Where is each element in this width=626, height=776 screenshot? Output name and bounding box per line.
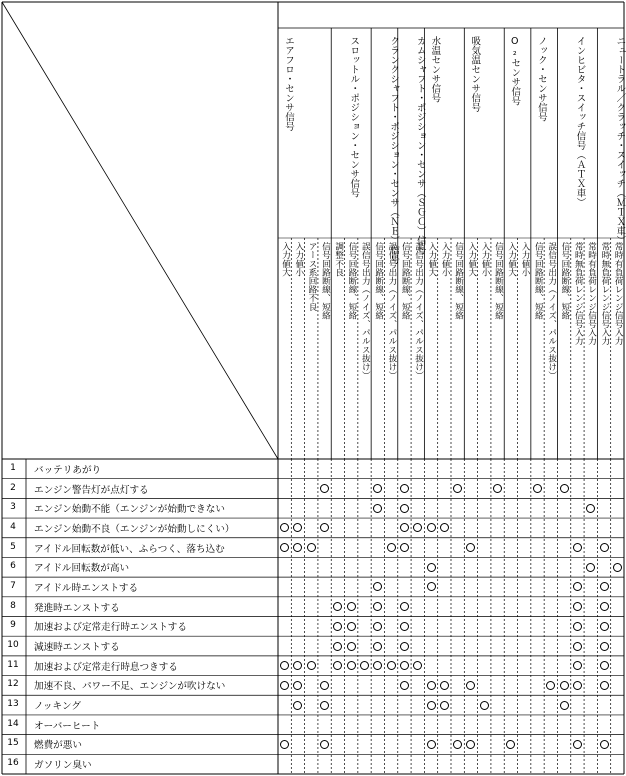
subcolumn-label: 信号回路断線、短絡 [533,242,544,320]
cause-mark-circle [560,681,569,690]
cause-mark-circle [347,642,356,651]
row-number: 8 [10,600,16,611]
symptom-label: アイドル時エンストする [34,582,139,594]
subcolumn-label: 信号回路断線、短絡 [320,242,331,320]
subcolumn-label: 入力値小 [520,242,531,277]
subcolumn-label: 誤信号出力（ノイズ、パルス抜け） [386,242,397,380]
cause-mark-circle [320,701,329,710]
row-number: 7 [10,580,16,591]
row-number: 3 [10,502,16,513]
symptom-label: ノッキング [34,701,82,713]
cause-mark-circle [586,563,595,572]
group-label: O₂センサ信号 [509,36,521,106]
cause-mark-circle [307,661,316,670]
group-label: エアフロ・センサ信号 [283,36,294,131]
cause-mark-circle [573,642,582,651]
cause-mark-circle [600,740,609,749]
cause-mark-circle [280,681,289,690]
cause-mark-circle [427,740,436,749]
row-number: 5 [10,541,16,552]
row-number: 16 [7,758,19,769]
symptom-label: 減速時エンストする [34,642,120,654]
subcolumn-label: 入力値小 [480,242,491,277]
cause-mark-circle [400,681,409,690]
symptom-label: アイドル回転数が高い [34,563,130,575]
cause-mark-circle [427,523,436,532]
subcolumn-label: 誤信号出力（ノイズ、パルス抜け） [413,242,424,380]
subcolumn-label: 信号回路断線、短絡 [347,242,358,320]
subcolumn-label: 信号回路断線、短絡 [559,242,570,320]
symptom-label: ガソリン臭い [34,760,92,772]
row-number: 10 [7,640,19,651]
row-number: 6 [10,561,16,572]
cause-mark-circle [560,701,569,710]
group-label: カムシャフト・ポジション・センサ（ＳＧＣ）信号 [414,36,426,255]
row-number: 15 [7,738,19,749]
cause-mark-circle [427,701,436,710]
cause-mark-circle [600,543,609,552]
subcolumn-label: 入力値大 [280,242,291,277]
group-label: ニュートラル／クラッチ・スイッチ（ＭＴＸ車） [614,36,626,245]
cause-mark-circle [387,543,396,552]
subcolumn-label: 入力値大 [466,242,477,277]
symptom-label: エンジン警告灯が点灯する [34,484,149,496]
cause-mark-circle [573,681,582,690]
symptom-label: バッテリあがり [34,464,102,476]
symptom-label: オーバーヒート [34,720,101,732]
cause-mark-circle [400,602,409,611]
cause-mark-circle [560,484,569,493]
symptom-label: 加速不良、パワー不足、エンジンが吹けない [34,681,226,693]
subcolumn-label: 信号回路断線、短絡 [373,242,384,320]
cause-mark-circle [307,543,316,552]
cause-mark-circle [600,642,609,651]
symptom-label: エンジン始動不能（エンジンが始動できない [34,504,225,516]
subcolumn-label: 常時無負荷レンジ信号入力 [573,242,584,346]
subcolumn-label: 入力値大 [506,242,517,277]
row-number: 14 [7,718,19,729]
cause-mark-circle [573,622,582,631]
subcolumn-label: 信号回路断線、短絡 [493,242,504,320]
cause-mark-circle [427,681,436,690]
cause-mark-circle [533,484,542,493]
subcolumn-label: 誤信号出力（ノイズ、パルス抜け） [360,242,371,380]
cause-mark-circle [400,543,409,552]
cause-mark-circle [320,681,329,690]
subcolumn-label: 誤信号出力（ノイズ、パルス抜け） [546,242,557,380]
symptom-label: アイドル回転数が低い、ふらつく、落ち込む [34,543,225,555]
group-label: 吸気温センサ信号 [469,36,481,112]
cause-mark-circle [573,543,582,552]
cause-mark-circle [373,504,382,513]
row-number: 1 [10,462,16,473]
subcolumn-label: 常時無負荷レンジ信号入力 [599,242,610,346]
cause-mark-circle [613,563,622,572]
group-label: クランクシャフト・ポジション・センサ（ＮＥ）信号 [388,36,400,264]
subcolumn-label: 信号回路断線、短絡 [400,242,411,320]
cause-mark-circle [320,740,329,749]
group-label: ノック・センサ信号 [535,36,547,122]
subcolumn-label: 常時有負荷レンジ信号入力 [586,242,597,346]
cause-mark-circle [333,642,342,651]
cause-mark-circle [400,484,409,493]
cause-mark-circle [573,602,582,611]
cause-mark-circle [600,661,609,670]
cause-mark-circle [600,622,609,631]
group-label: インヒビタ・スイッチ信号（ＡＴＸ車） [574,36,586,207]
cause-mark-circle [347,661,356,670]
subcolumn-label: アース系回路不良 [307,242,318,311]
subcolumn-label: 調整不良 [333,242,344,277]
symptom-label: エンジン始動不良（エンジンが始動しにくい） [34,523,235,535]
subcolumn-label: 入力値小 [440,242,451,277]
cause-mark-circle [600,582,609,591]
row-number: 11 [7,659,19,670]
group-label: スロットル・ポジション・センサ信号 [348,36,360,198]
row-number: 12 [7,679,19,690]
cause-mark-circle [573,740,582,749]
subcolumn-label: 入力値小 [293,242,304,277]
cause-mark-circle [427,582,436,591]
cause-mark-circle [400,504,409,513]
symptom-label: 加速および定常走行時エンストする [34,622,187,634]
row-number: 4 [10,521,16,532]
subcolumn-label: 入力値大 [426,242,437,277]
symptom-label: 燃費が悪い [34,740,82,752]
row-number: 9 [10,620,16,631]
cause-mark-circle [440,681,449,690]
cause-mark-circle [373,642,382,651]
cause-mark-circle [347,622,356,631]
cause-mark-circle [600,681,609,690]
cause-mark-circle [586,504,595,513]
group-label: 水温センサ信号 [429,36,441,103]
symptom-label: 加速および定常走行時息つきする [34,661,178,673]
cause-mark-circle [400,642,409,651]
cause-mark-circle [387,661,396,670]
cause-mark-circle [440,701,449,710]
cause-mark-circle [480,701,489,710]
cause-mark-circle [400,622,409,631]
row-number: 2 [10,482,16,493]
subcolumn-label: 常時有負荷レンジ信号入力 [613,242,624,346]
symptom-label: 発進時エンストする [34,602,120,614]
subcolumn-label: 信号回路断線、短絡 [453,242,464,320]
cause-mark-circle [347,602,356,611]
cause-mark-circle [427,563,436,572]
row-number: 13 [7,699,19,710]
cause-mark-circle [600,602,609,611]
